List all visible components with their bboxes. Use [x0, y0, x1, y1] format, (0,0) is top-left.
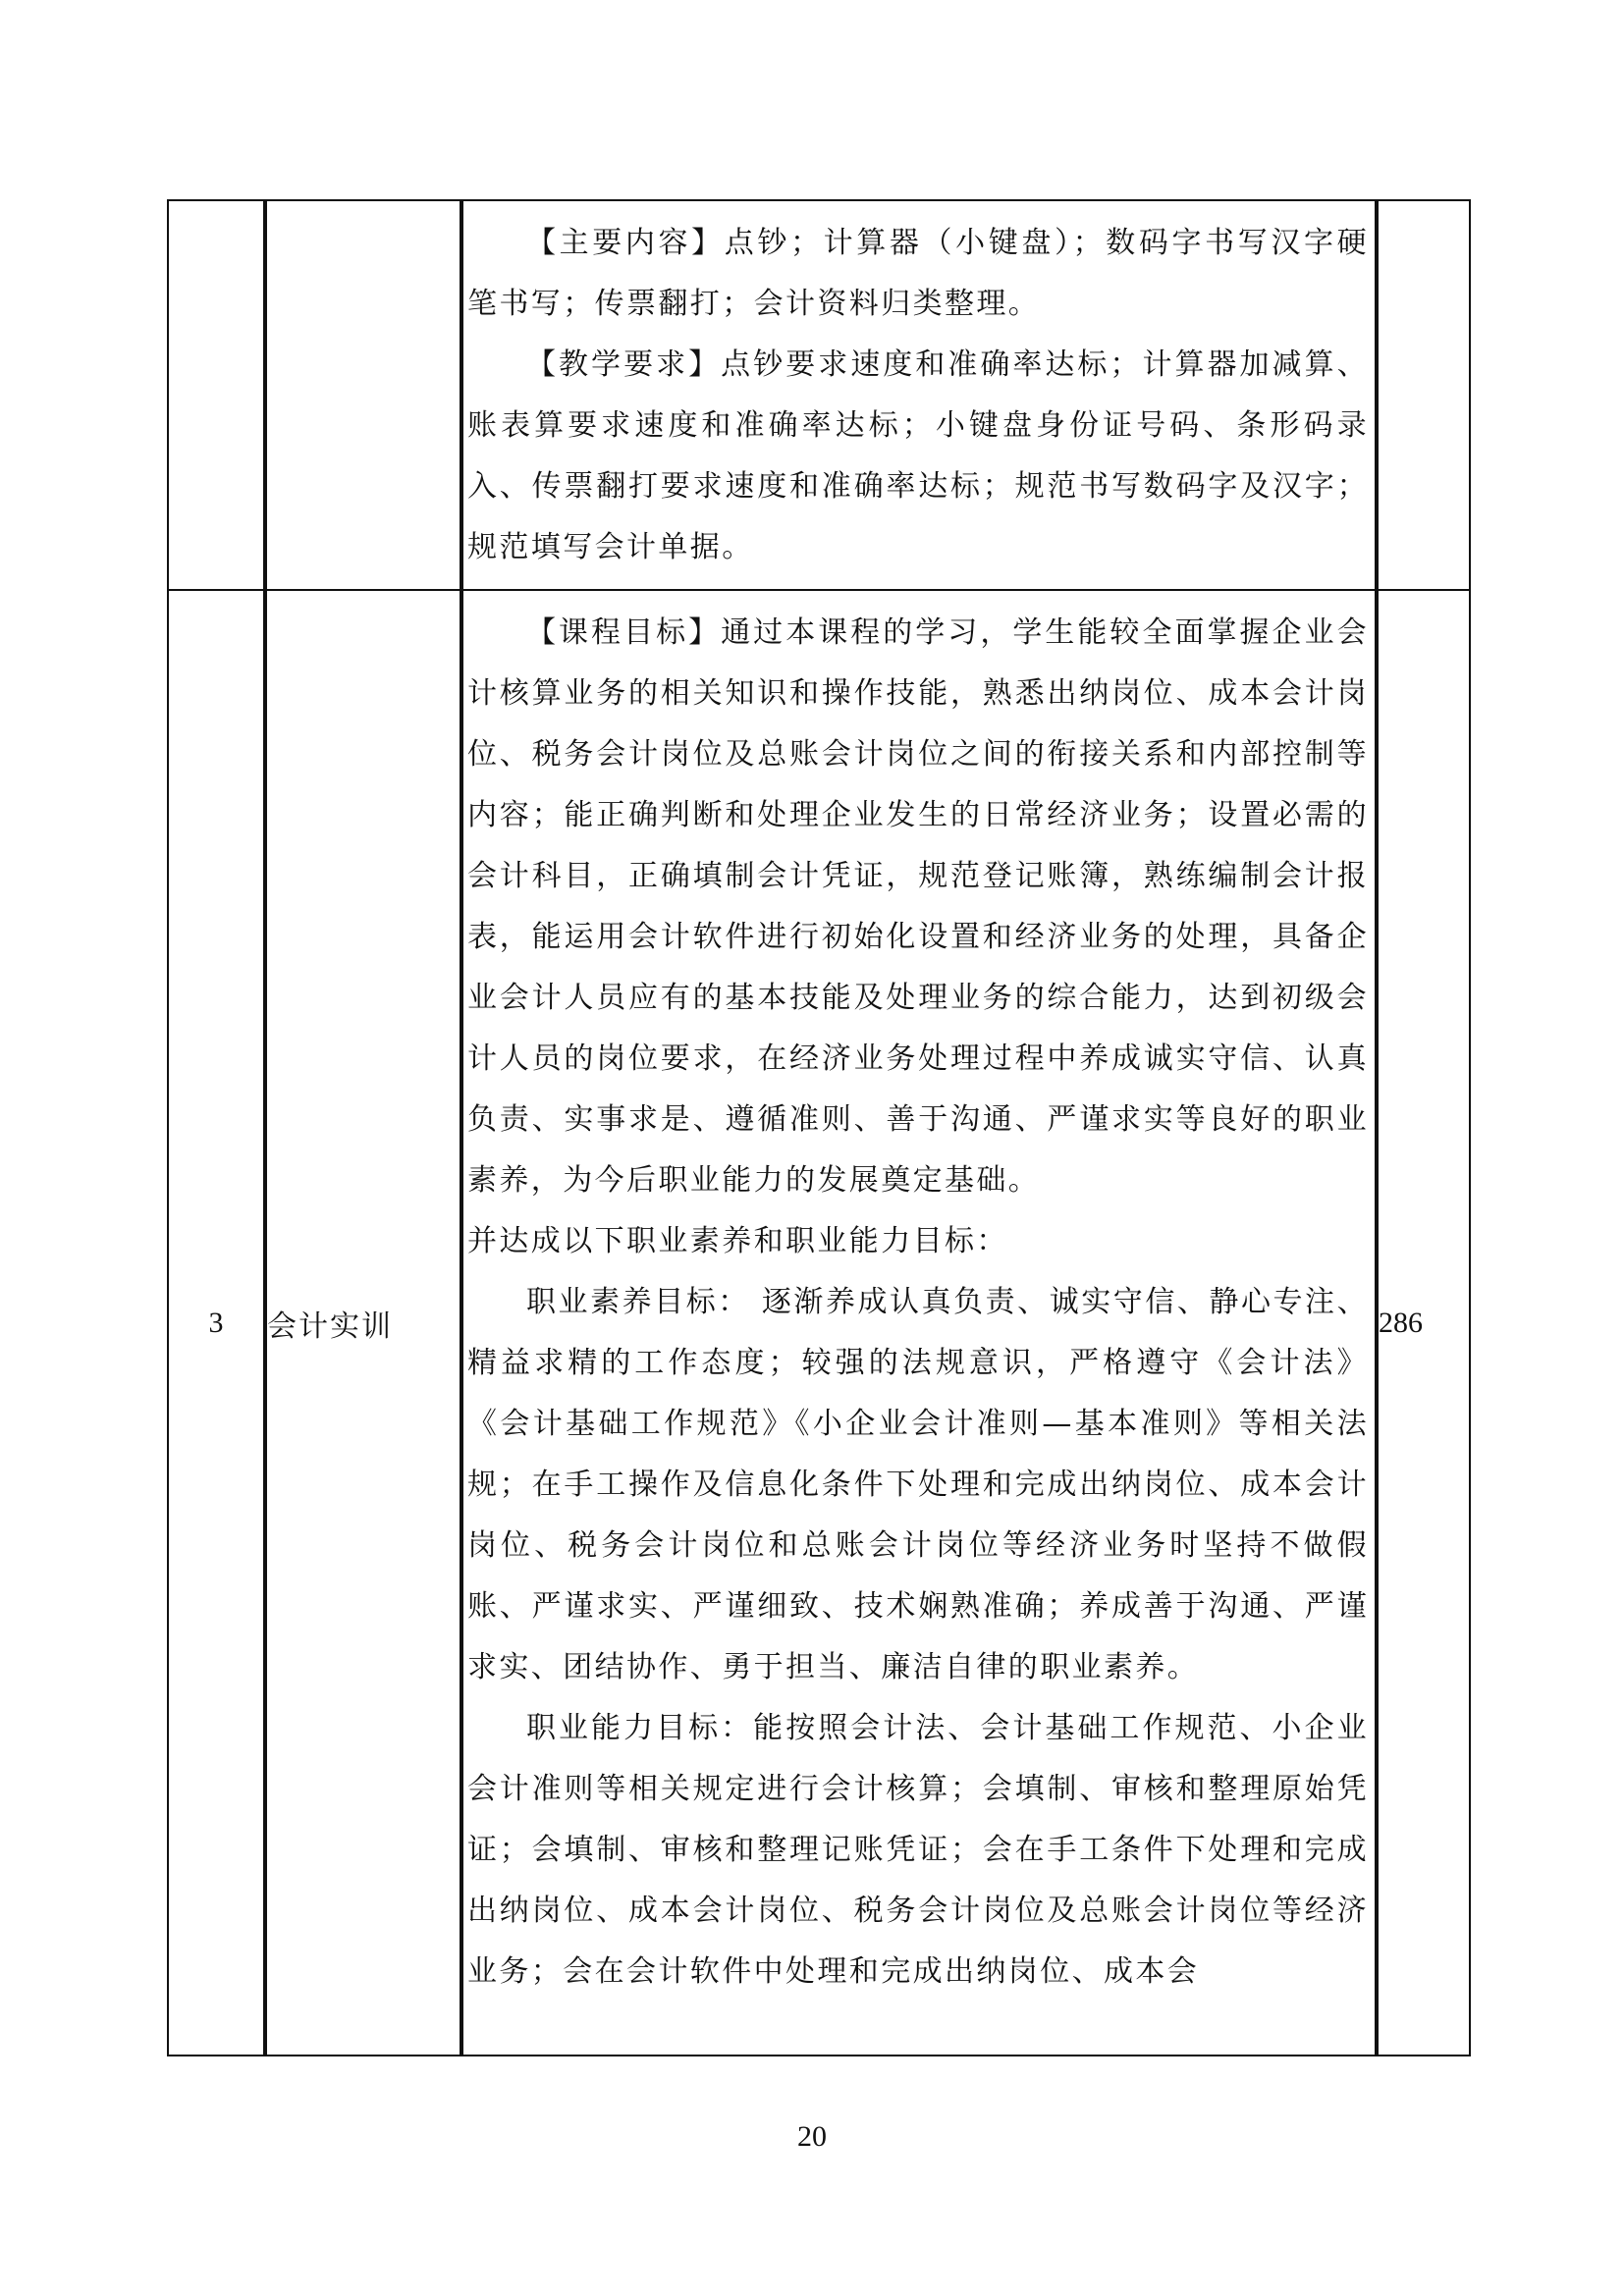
content-paragraph: 【课程目标】通过本课程的学习，学生能较全面掌握企业会计核算业务的相关知识和操作技能，熟悉出纳岗位、成本会计岗位、税务会计岗位及总账会计岗位之间的衔接关系和内部控制等内容；能正确判断和处理企业发生的日常经济业务；设置必需的会计科目，正确填制会计凭证，规范登记账簿，熟练编制会计报表，能运用会计软件进行初始化设置和经济业务的处理，具备企业会计人员应有的基本技能及处理业务的综合能力，达到初级会计人员的岗位要求，在经济业务处理过程中养成诚实守信、认真负责、实事求是、遵循准则、善于沟通、严谨求实等良好的职业素养，为今后职业能力的发展奠定基础。: [467, 615, 1369, 1198]
course-table: [167, 199, 1471, 2056]
course-name-cell: [265, 200, 461, 590]
content-paragraph: 【主要内容】点钞；计算器（小键盘）；数码字书写汉字硬笔书写；传票翻打；会计资料归类整理。: [467, 226, 1369, 321]
content-cell: [461, 590, 1377, 2056]
content-paragraph: 职业素养目标： 逐渐养成认真负责、诚实守信、静心专注、精益求精的工作态度；较强的法规意识，严格遵守《会计法》《会计基础工作规范》《小企业会计准则—基本准则》等相关法规；在手工操作及信息化条件下处理和完成出纳岗位、成本会计岗位、税务会计岗位和总账会计岗位等经济业务时坚持不做假账、严谨求实、严谨细致、技术娴熟准确；养成善于沟通、严谨求实、团结协作、勇于担当、廉洁自律的职业素养。: [467, 1285, 1369, 1684]
content-paragraph: 并达成以下职业素养和职业能力目标：: [467, 1224, 1008, 1258]
content-paragraph: 职业能力目标：能按照会计法、会计基础工作规范、小企业会计准则等相关规定进行会计核算；会填制、审核和整理原始凭证；会填制、审核和整理记账凭证；会在手工条件下处理和完成出纳岗位、成本会计岗位、税务会计岗位及总账会计岗位等经济业务；会在会计软件中处理和完成出纳岗位、成本会: [467, 1711, 1369, 1989]
page-number: 20: [797, 2120, 827, 2153]
row-number-cell: 3: [168, 590, 265, 2056]
table-row: [168, 200, 1470, 590]
table-row: [168, 590, 1470, 2056]
course-name-cell: 会计实训: [265, 590, 461, 2056]
row-number-cell: [168, 200, 265, 590]
hours-cell: [1377, 200, 1470, 590]
hours-cell: 286: [1377, 590, 1470, 2056]
content-paragraph: 【教学要求】点钞要求速度和准确率达标；计算器加减算、账表算要求速度和准确率达标；小键盘身份证号码、条形码录入、传票翻打要求速度和准确率达标；规范书写数码字及汉字；规范填写会计单据。: [467, 347, 1369, 564]
content-cell: [461, 200, 1377, 590]
